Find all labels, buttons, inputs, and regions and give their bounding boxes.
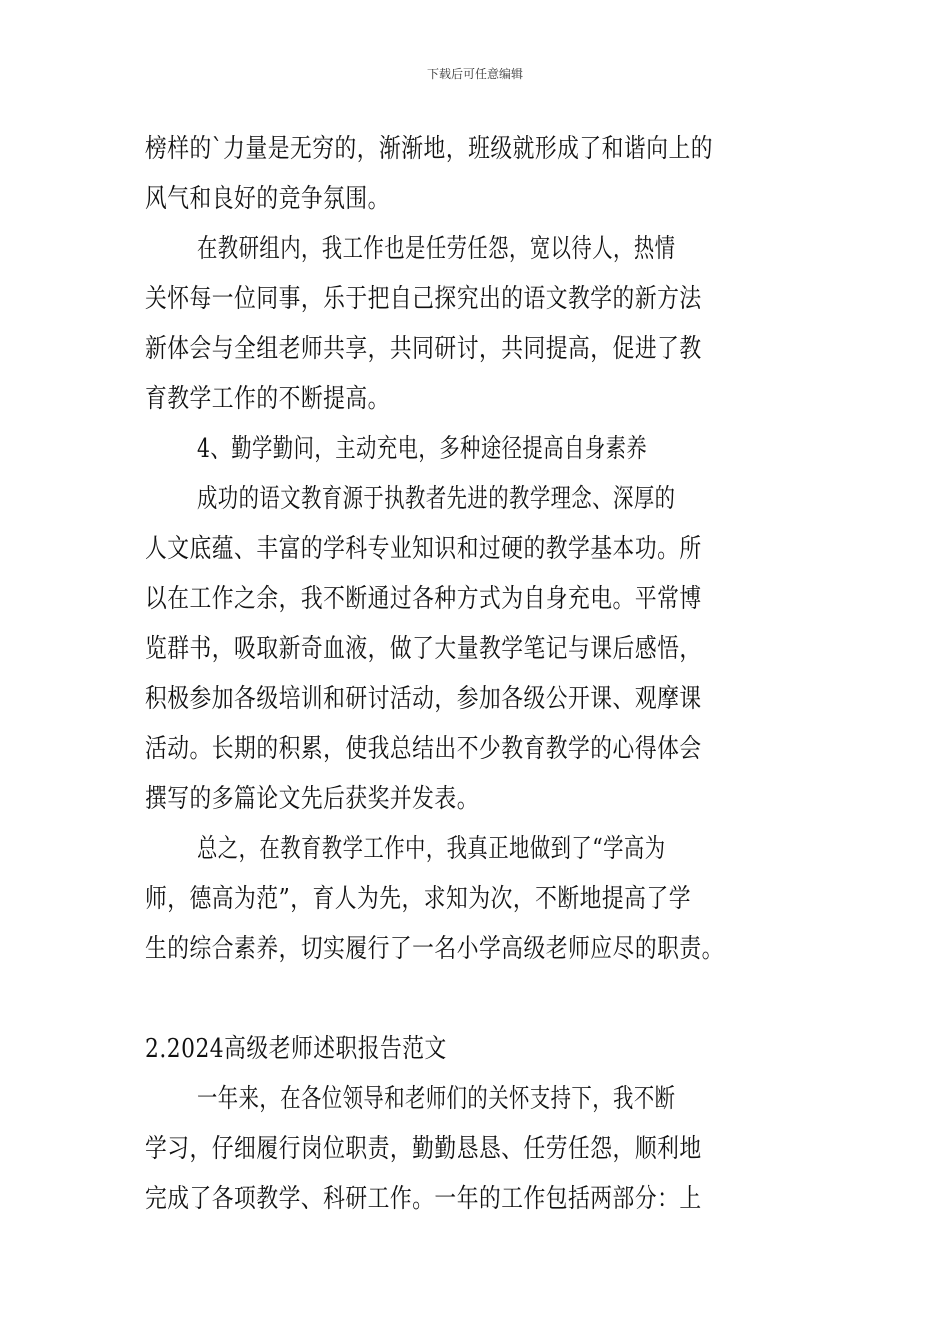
body-line: 成功的语文教育源于执教者先进的教学理念、深厚的 [197,484,676,514]
body-line: 师，德高为范”，育人为先，求知为次，不断地提高了学 [145,884,691,914]
body-line: 活动。长期的积累，使我总结出不少教育教学的心得体会 [145,734,702,764]
body-line: 人文底蕴、丰富的学科专业知识和过硬的教学基本功。所 [145,534,702,564]
body-line: 览群书，吸取新奇血液，做了大量教学笔记与课后感悟， [145,634,702,664]
body-line: 榜样的`力量是无穷的，渐渐地，班级就形成了和谐向上的 [145,134,713,164]
body-line: 总之，在教育教学工作中，我真正地做到了“学高为 [197,834,666,864]
body-line: 关怀每一位同事，乐于把自己探究出的语文教学的新方法 [145,284,702,314]
body-line: 以在工作之余，我不断通过各种方式为自身充电。平常博 [145,584,702,614]
body-line: 撰写的多篇论文先后获奖并发表。 [145,784,479,814]
body-line: 一年来，在各位领导和老师们的关怀支持下，我不断 [197,1084,676,1114]
body-line: 育教学工作的不断提高。 [145,384,390,414]
body-line: 在教研组内，我工作也是任劳任怨，宽以待人，热情 [197,234,676,264]
body-line: 生的综合素养，切实履行了一名小学高级老师应尽的职责。 [145,934,724,964]
body-line: 积极参加各级培训和研讨活动，参加各级公开课、观摩课 [145,684,702,714]
body-line: 风气和良好的竞争氛围。 [145,184,390,214]
body-line: 完成了各项教学、科研工作。一年的工作包括两部分：上 [145,1184,702,1214]
article-title: 2.2024高级老师述职报告范文 [145,1034,447,1064]
page-header: 下载后可任意编辑 [426,67,523,81]
body-line: 新体会与全组老师共享，共同研讨，共同提高，促进了教 [145,334,702,364]
body-line: 学习，仔细履行岗位职责，勤勤恳恳、任劳任怨，顺利地 [145,1134,702,1164]
section-heading: 4、勤学勤问，主动充电，多种途径提高自身素养 [197,434,648,464]
